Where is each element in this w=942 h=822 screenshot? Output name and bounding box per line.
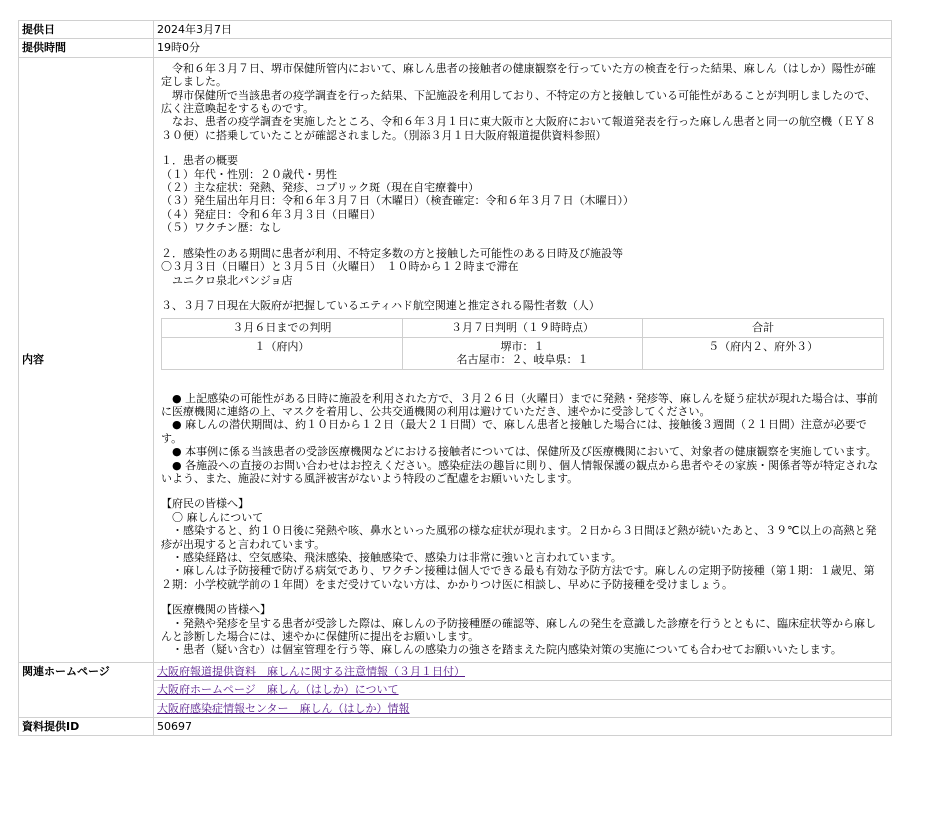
positive-count-table [161, 318, 884, 369]
press-release-table [18, 20, 892, 736]
section2-heading: ２．感染性のある期間に患者が利用、不特定多数の方と接触した可能性のある日時及び施設等 [161, 246, 623, 260]
spacer [161, 591, 884, 603]
related-link-cell-3 [154, 699, 892, 717]
row-date [19, 21, 892, 39]
positive-count-header-row [162, 319, 884, 337]
positive-count-header-2: ３月７日判明（１９時時点） [402, 319, 643, 337]
positive-count-cell-2 [402, 337, 643, 369]
label-time: 提供時間 [19, 39, 154, 57]
section1-item-5: （５）ワクチン歴：なし [161, 221, 282, 235]
notice-bullet-2: ● 麻しんの潜伏期間は、約１０日から１２日（最大２１日間）で、麻しん患者と接触した場合には、接触後３週間（２１日間）注意が必要です。 [161, 418, 867, 445]
related-link-infection-center[interactable]: 大阪府感染症情報センター 麻しん（はしか）情報 [157, 701, 410, 715]
section3-heading: ３、３月７日現在大阪府が把握しているエティハド航空関連と推定される陽性者数（人） [161, 298, 600, 312]
notice-bullet-1: ● 上記感染の可能性がある日時に施設を利用された方で、３月２６日（火曜日）までに発熱・発疹等、麻しんを疑う症状が現れた場合は、事前に医療機関に連絡の上、マスクを着用し、公共交通機関の利用は避けていただき、速やかに受診してください。 [161, 391, 878, 418]
label-related: 関連ホームページ [19, 662, 154, 717]
citizens-subheading: 〇 麻しんについて [161, 510, 264, 524]
notice-bullet-3: ● 本事例に係る当該患者の受診医療機関などにおける接触者については、保健所及び医療機関において、対象者の健康観察を実施しています。 [161, 445, 877, 459]
related-link-press[interactable]: 大阪府報道提供資料 麻しんに関する注意情報（３月１日付） [157, 664, 465, 678]
related-link-cell-2 [154, 681, 892, 699]
related-link-cell-1 [154, 662, 892, 680]
row-related-1 [19, 662, 892, 680]
intro-paragraph-2: 堺市保健所で当該患者の疫学調査を行った結果、下記施設を利用しており、不特定の方と接触している可能性があることが判明しましたので、広く注意喚起をするものです。 [161, 88, 876, 116]
citizens-line-1: ・感染すると、約１０日後に発熱や咳、鼻水といった風邪の様な症状が現れます。２日から３日間ほど熱が続いたあと、３９℃以上の高熱と発疹が出現すると言われています。 [161, 524, 877, 551]
intro-paragraph-1: 令和６年３月７日、堺市保健所管内において、麻しん患者の接触者の健康観察を行っていた方の検査を行った結果、麻しん（はしか）陽性が確定しました。 [161, 61, 876, 89]
label-date: 提供日 [19, 21, 154, 39]
section1-item-2: （２）主な症状：発熱、発疹、コプリック斑（現在自宅療養中） [161, 181, 480, 195]
medical-line-2: ・患者（疑い含む）は個室管理を行う等、麻しんの感染力の強さを踏まえた院内感染対策の実施についても合わせてお願いいたします。 [161, 643, 842, 657]
section2-line-1: 〇３月３日（日曜日）と３月５日（火曜日） １０時から１２時まで滞在 [161, 260, 519, 274]
medical-line-1: ・発熱や発疹を呈する患者が受診した際は、麻しんの予防接種歴の確認等、麻しんの発生を意識した診療を行うとともに、臨床症状等から麻しんと診断した場合には、速やかに保健所に提出をお願いします。 [161, 616, 876, 644]
citizens-line-3: ・麻しんは予防接種で防げる病気であり、ワクチン接種は個人でできる最も有効な予防方法です。麻しんの定期予防接種（第１期：１歳児、第２期：小学校就学前の１年間）をまだ受けていない方は、かかりつけ医に相談し、早めに予防接種を受けましょう。 [161, 564, 875, 591]
citizens-heading: 【府民の皆様へ】 [161, 497, 249, 511]
value-content [154, 57, 892, 662]
label-id: 資料提供ID [19, 718, 154, 736]
value-time: 19時0分 [154, 39, 892, 57]
row-content [19, 57, 892, 662]
spacer [161, 235, 884, 247]
row-id [19, 718, 892, 736]
citizens-line-2: ・感染経路は、空気感染、飛沫感染、接触感染で、感染力は非常に強いと言われています。 [161, 551, 622, 564]
positive-count-cell-1: １（府内） [162, 337, 403, 369]
spacer [161, 142, 884, 154]
positive-count-cell-2-line-1: 堺市：１ [500, 339, 545, 353]
section1-item-4: （４）発症日：令和６年３月３日（日曜日） [161, 207, 381, 221]
positive-count-header-3: 合計 [643, 319, 884, 337]
section1-item-3: （３）発生届出年月日：令和６年３月７日（木曜日）（検査確定：令和６年３月７日（木曜日）） [161, 194, 634, 208]
positive-count-cell-3: ５（府内２、府外３） [643, 337, 884, 369]
intro-paragraph-3: なお、患者の疫学調査を実施したところ、令和６年３月１日に東大阪市と大阪府において報道発表を行った麻しん患者と同一の航空機（ＥＹ８３０便）に搭乗していたことが確認されました。（別添３月１日大阪府報道提供資料参照） [161, 115, 876, 142]
label-content: 内容 [19, 57, 154, 662]
section1-item-1: （１）年代・性別：２０歳代・男性 [161, 167, 337, 181]
positive-count-header-1: ３月６日までの判明 [162, 319, 403, 337]
value-id: 50697 [154, 718, 892, 736]
positive-count-cell-2-line-2: 名古屋市：２、岐阜県：１ [456, 353, 589, 367]
medical-heading: 【医療機関の皆様へ】 [161, 603, 271, 617]
positive-count-data-row [162, 337, 884, 369]
related-link-osaka-hp[interactable]: 大阪府ホームページ 麻しん（はしか）について [157, 683, 399, 697]
row-time [19, 39, 892, 57]
spacer [161, 485, 884, 497]
value-date: 2024年3月7日 [154, 21, 892, 39]
notice-bullet-4: ● 各施設への直接のお問い合わせはお控えください。感染症法の趣旨に則り、個人情報保護の観点から患者やその家族・関係者等が特定されないよう、また、施設に対する風評被害がないよう特段のご配慮をお願いいたします。 [161, 458, 879, 485]
spacer [161, 370, 884, 392]
content-body [157, 60, 888, 660]
section1-heading: １．患者の概要 [161, 154, 238, 168]
spacer [161, 287, 884, 299]
section2-line-2: ユニクロ泉北パンジョ店 [161, 273, 293, 287]
